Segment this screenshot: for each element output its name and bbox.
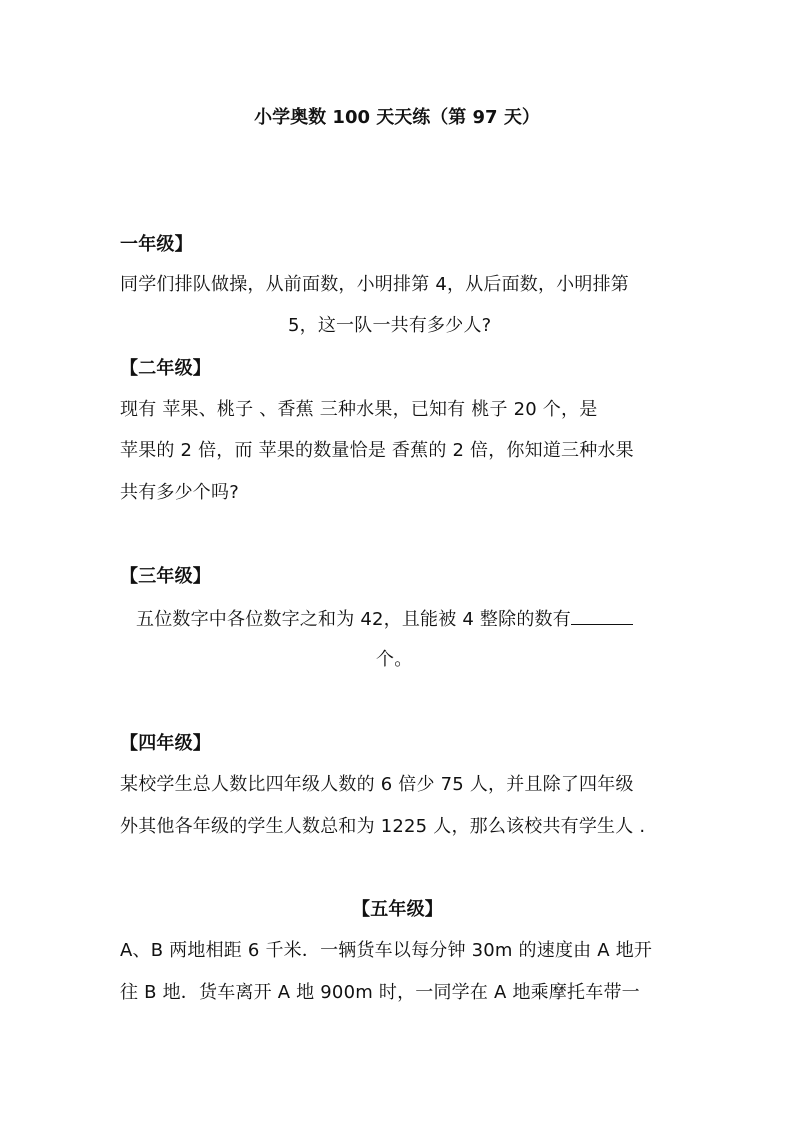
grade-3-line-2: 个。 bbox=[376, 649, 413, 670]
grade-4-line-2: 外其他各年级的学生人数总和为 1225 人，那么该校共有学生人 . bbox=[120, 816, 646, 837]
grade-3-line-1 bbox=[136, 606, 633, 632]
grade-5-line-2: 往 B 地．货车离开 A 地 900m 时，一同学在 A 地乘摩托车带一 bbox=[120, 982, 640, 1003]
grade-1-line-2: 5，这一队一共有多少人? bbox=[288, 315, 492, 336]
grade-2-line-3: 共有多少个吗? bbox=[120, 482, 239, 503]
heading-grade-4: 【四年级】 bbox=[120, 733, 211, 754]
grade-1-line-1: 同学们排队做操，从前面数，小明排第 4，从后面数，小明排第 bbox=[120, 274, 629, 295]
grade-4-line-1: 某校学生总人数比四年级人数的 6 倍少 75 人，并且除了四年级 bbox=[120, 774, 634, 795]
answer-blank bbox=[571, 606, 633, 625]
grade-2-line-2: 苹果的 2 倍，而 苹果的数量恰是 香蕉的 2 倍，你知道三种水果 bbox=[120, 440, 634, 461]
heading-grade-2: 【二年级】 bbox=[120, 358, 211, 379]
grade-2-line-1: 现有 苹果、桃子 、香蕉 三种水果，已知有 桃子 20 个，是 bbox=[120, 399, 598, 420]
heading-grade-3: 【三年级】 bbox=[120, 566, 211, 587]
grade-5-line-1: A、B 两地相距 6 千米．一辆货车以每分钟 30m 的速度由 A 地开 bbox=[120, 940, 653, 961]
heading-grade-5: 【五年级】 bbox=[352, 899, 443, 920]
grade-3-line-1-text: 五位数字中各位数字之和为 42，且能被 4 整除的数有 bbox=[136, 609, 571, 630]
page-title: 小学奥数 100 天天练（第 97 天） bbox=[254, 107, 540, 128]
heading-grade-1: 一年级】 bbox=[120, 234, 193, 255]
